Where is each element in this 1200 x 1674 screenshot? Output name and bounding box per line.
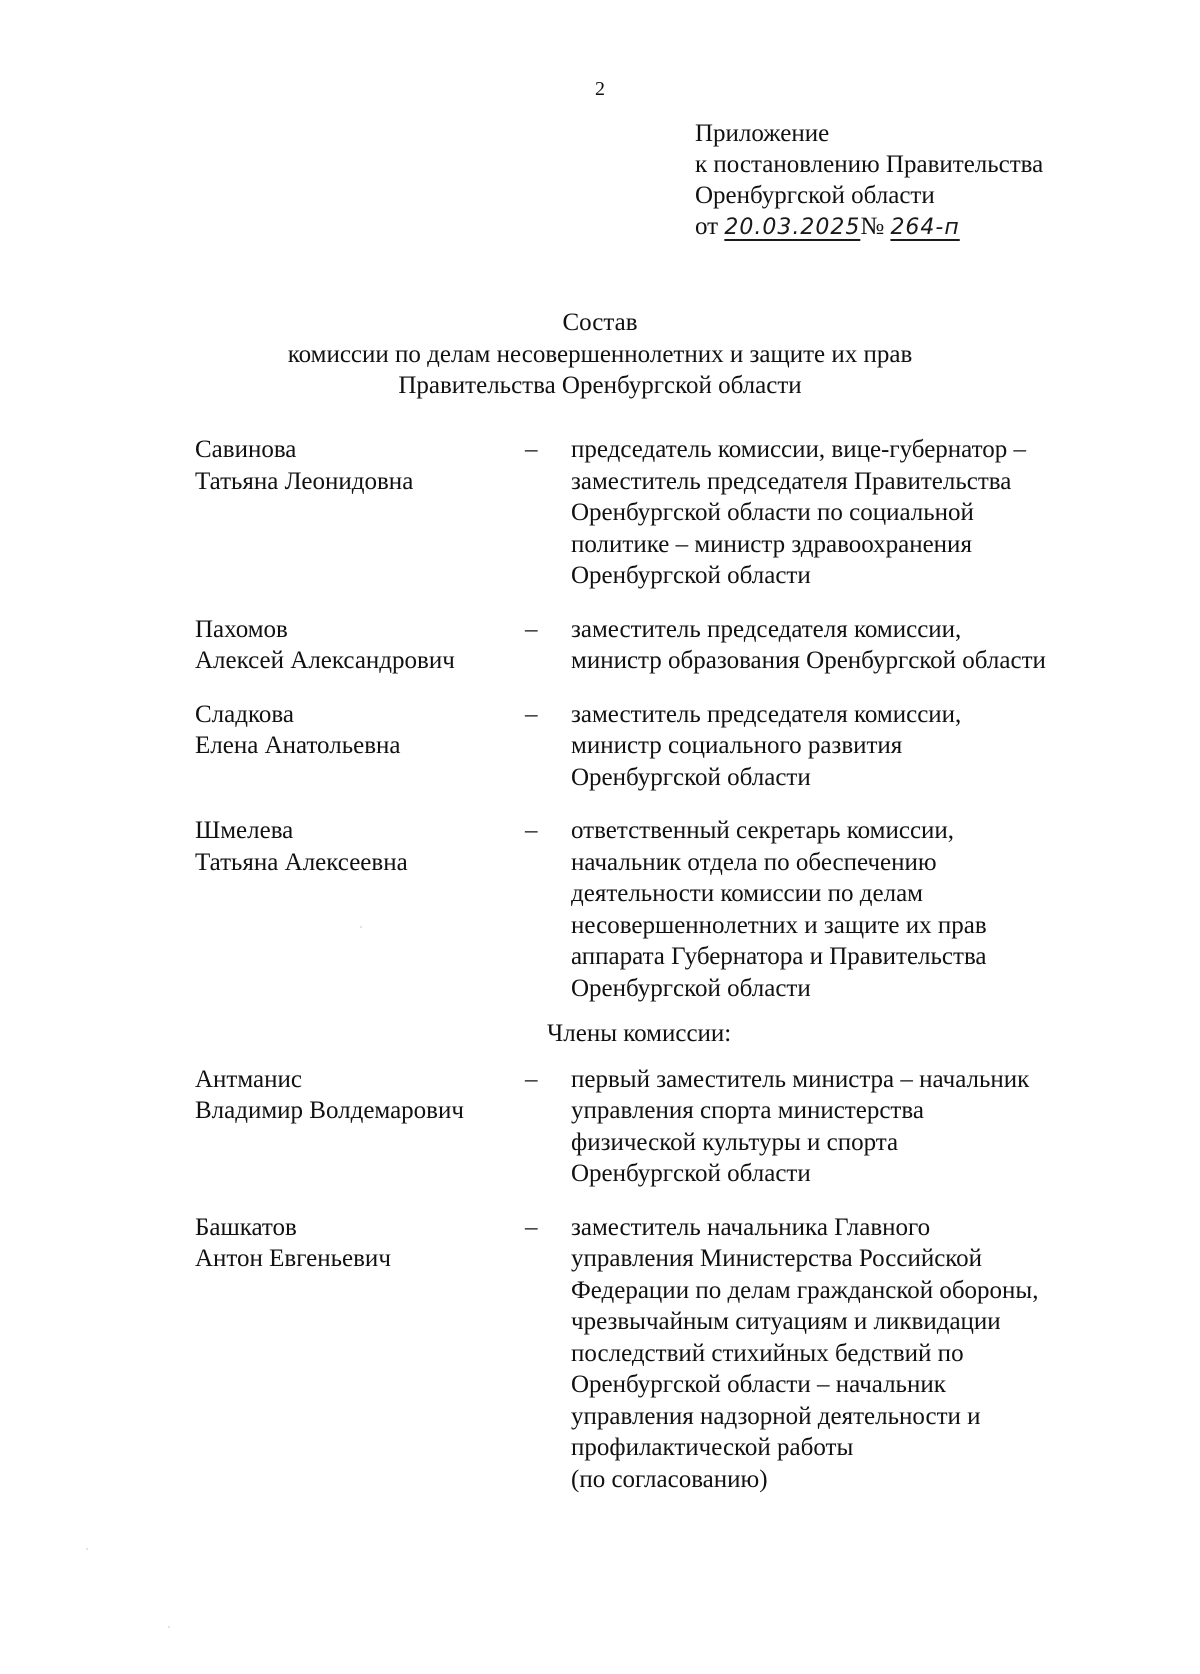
member-entry — [195, 434, 1125, 592]
role-line: управления надзорной деятельности и — [571, 1402, 981, 1430]
appendix-header — [695, 118, 1043, 243]
member-name — [195, 1064, 525, 1190]
members-heading: Члены комиссии: — [547, 1020, 732, 1047]
member-given-names: Алексей Александрович — [195, 647, 455, 674]
title-line-1: Состав — [562, 309, 638, 336]
member-given-names: Антон Евгеньевич — [195, 1245, 391, 1272]
role-line: председатель комиссии, вице-губернатор – — [571, 436, 1026, 463]
dash-separator: – — [525, 1213, 538, 1241]
member-surname: Пахомов — [195, 615, 288, 643]
role-line: политике – министр здравоохранения — [571, 530, 972, 558]
role-line: заместитель председателя комиссии, — [571, 615, 962, 643]
member-given-names: Владимир Волдемарович — [195, 1097, 464, 1124]
dash-separator: – — [525, 817, 538, 844]
handwritten-date: 20.03.2025 — [724, 215, 861, 240]
title-line-2: комиссии по делам несовершеннолетних и защите их прав — [287, 340, 913, 368]
appendix-reference: к постановлению Правительства — [695, 151, 1044, 178]
role-line: физической культуры и спорта — [571, 1128, 899, 1156]
role-line: Федерации по делам гражданской обороны, — [571, 1276, 1039, 1304]
appendix-region: Оренбургской области — [695, 182, 935, 209]
scan-speck — [360, 926, 362, 928]
member-surname: Сладкова — [195, 700, 294, 728]
role-line: Оренбургской области — [571, 763, 811, 791]
member-given-names: Елена Анатольевна — [195, 732, 401, 759]
dash-separator: – — [525, 1065, 538, 1093]
scan-speck — [168, 1626, 170, 1628]
member-entry — [195, 1064, 1125, 1190]
role-line: заместитель председателя комиссии, — [571, 700, 962, 728]
member-name — [195, 699, 525, 794]
member-role — [571, 1212, 1125, 1496]
member-surname: Шмелева — [195, 817, 294, 844]
role-line: управления спорта министерства — [571, 1097, 924, 1124]
member-surname: Савинова — [195, 436, 297, 463]
role-line: Оренбургской области — [571, 562, 811, 589]
member-entry — [195, 699, 1125, 794]
role-line: аппарата Губернатора и Правительства — [571, 943, 987, 970]
member-entry — [195, 815, 1125, 1004]
role-line: заместитель начальника Главного — [571, 1213, 931, 1241]
role-line: Оренбургской области по социальной — [571, 499, 974, 526]
page-number: 2 — [595, 78, 605, 100]
number-label: № — [860, 213, 885, 240]
role-line: деятельности комиссии по делам — [571, 880, 924, 907]
role-line: (по согласованию) — [571, 1465, 768, 1493]
role-line: министр социального развития — [571, 732, 903, 759]
role-line: первый заместитель министра – начальник — [571, 1065, 1030, 1093]
commission-members — [195, 434, 1125, 1495]
role-line: Оренбургской области – начальник — [571, 1371, 946, 1398]
member-entry — [195, 614, 1125, 677]
member-name — [195, 614, 525, 677]
role-line: заместитель председателя Правительства — [571, 467, 1012, 495]
member-role — [571, 699, 1125, 794]
role-line: профилактической работы — [571, 1434, 854, 1461]
member-entry — [195, 1212, 1125, 1496]
member-name — [195, 815, 525, 1004]
dash-separator: – — [525, 436, 538, 463]
role-line: несовершеннолетних и защите их прав — [571, 911, 987, 939]
member-surname: Антманис — [195, 1065, 302, 1093]
member-given-names: Татьяна Леонидовна — [195, 467, 414, 495]
role-line: Оренбургской области — [571, 1160, 811, 1187]
appendix-title: Приложение — [695, 120, 830, 147]
role-line: чрезвычайным ситуациям и ликвидации — [571, 1308, 1001, 1335]
member-role — [571, 1064, 1125, 1190]
role-line: управления Министерства Российской — [571, 1245, 983, 1272]
appendix-date-number — [695, 211, 1043, 243]
role-line: министр образования Оренбургской области — [571, 647, 1046, 674]
role-line: начальник отдела по обеспечению — [571, 848, 937, 876]
handwritten-number: 264-п — [890, 215, 960, 240]
role-line: ответственный секретарь комиссии, — [571, 817, 955, 844]
member-role — [571, 434, 1125, 592]
member-name — [195, 1212, 525, 1496]
title-line-3: Правительства Оренбургской области — [398, 372, 802, 399]
member-role — [571, 614, 1125, 677]
from-label: от — [695, 213, 719, 240]
member-given-names: Татьяна Алексеевна — [195, 848, 408, 876]
role-line: последствий стихийных бедствий по — [571, 1339, 964, 1367]
document-title — [0, 307, 1200, 402]
dash-separator: – — [525, 700, 538, 728]
role-line: Оренбургской области — [571, 974, 811, 1002]
member-role — [571, 815, 1125, 1004]
member-surname: Башкатов — [195, 1213, 297, 1241]
dash-separator: – — [525, 615, 538, 643]
member-name — [195, 434, 525, 592]
scan-speck — [86, 1548, 88, 1550]
